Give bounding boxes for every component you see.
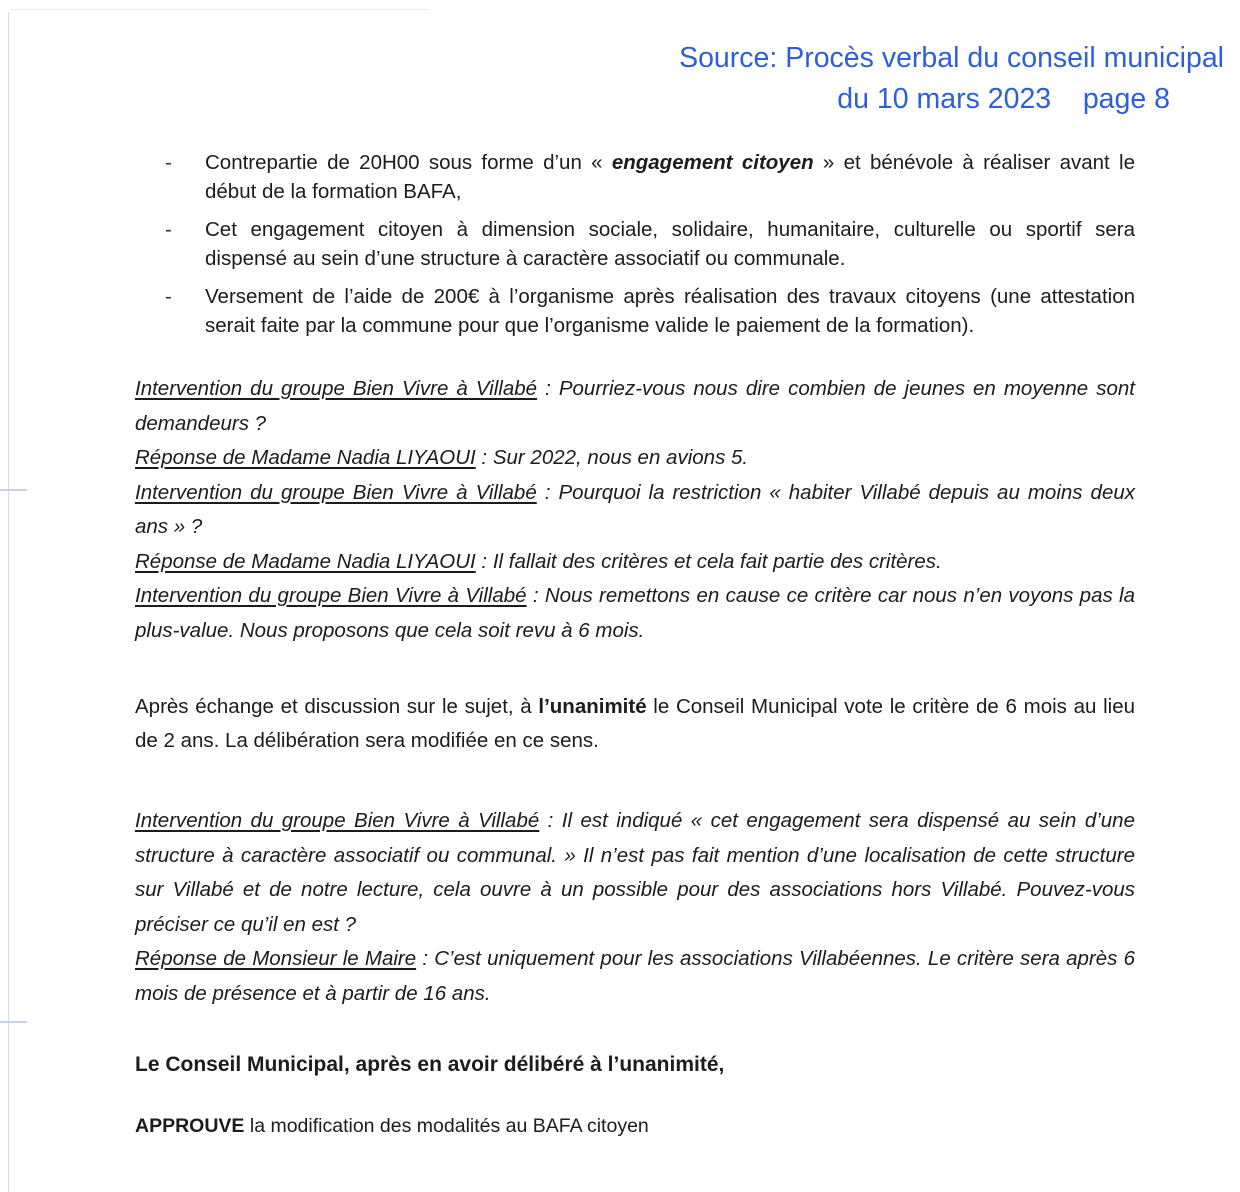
paragraph (135, 1051, 1135, 1079)
paragraph (135, 690, 1141, 758)
bullet-text (205, 215, 1141, 273)
paragraph (135, 372, 1141, 441)
text-run: : C’est uniquement pour les associations Villabéennes. Le critère sera après 6 mois de présence et à partir de 16 ans. (135, 947, 1141, 1005)
text-run: : Sur 2022, nous en avions 5. (475, 446, 749, 469)
bullet-dash: - (165, 218, 172, 241)
bullet-item (135, 215, 1141, 273)
source-header-line-2: du 10 mars 2023 page 8 (837, 83, 1170, 115)
section-approve (135, 1113, 1135, 1139)
bullet-text (205, 148, 1141, 206)
text-run: Intervention du groupe Bien Vivre à Villabé (135, 584, 527, 607)
section-bullets (135, 148, 1141, 340)
scan-artifact-blue-tick-2 (0, 1021, 27, 1023)
paragraph (135, 942, 1141, 1011)
section-qa1 (135, 372, 1141, 648)
section-qa2 (135, 804, 1141, 1011)
paragraph (135, 1113, 1135, 1139)
paragraph (135, 545, 1135, 580)
text-run: Intervention du groupe Bien Vivre à Villabé (135, 809, 540, 832)
text-run: : Pourriez-vous nous dire combien de jeunes en moyenne sont demandeurs ? (135, 377, 1141, 435)
text-run: APPROUVE (135, 1115, 245, 1137)
section-body (135, 690, 1141, 758)
bullet-item (135, 148, 1141, 206)
text-run: : Pourquoi la restriction « habiter Villabé depuis au moins deux ans » ? (135, 480, 1141, 538)
paragraph (135, 804, 1141, 942)
paragraph (135, 476, 1141, 545)
paragraph (135, 579, 1141, 648)
text-run: la modification des modalités au BAFA citoyen (244, 1115, 649, 1137)
scan-artifact-blue-tick-1 (0, 489, 27, 491)
text-run: Réponse de Monsieur le Maire (135, 947, 417, 970)
bullet-item (135, 282, 1141, 340)
text-run: : Il fallait des critères et cela fait partie des critères. (475, 549, 942, 573)
text-run: l’unanimité (538, 695, 647, 718)
text-run: : Nous remettons en cause ce critère car nous n’en voyons pas la plus-value. Nous proposons que cela soit revu à 6 mois. (135, 584, 1141, 642)
text-run: » et bénévole à réaliser avant le début de la formation BAFA, (205, 151, 1141, 203)
text-run: Après échange et discussion sur le sujet, à (135, 695, 539, 718)
paragraph (135, 441, 1135, 476)
text-run: Intervention du groupe Bien Vivre à Villabé (135, 377, 538, 400)
text-run: Versement de l’aide de 200€ à l’organisme après réalisation des travaux citoyens (une attestation serait faite par la commune pour que l’organisme valide le paiement de la formation). (205, 285, 1141, 337)
bullet-dash: - (165, 285, 172, 308)
text-run: Le Conseil Municipal, après en avoir délibéré à l’unanimité, (135, 1053, 725, 1076)
text-run: Réponse de Madame Nadia LIYAOUI (135, 549, 476, 573)
section-decision (135, 1051, 1135, 1079)
scan-artifact-top-edge (10, 9, 430, 10)
source-header (0, 0, 1240, 120)
text-run: Cet engagement citoyen à dimension sociale, solidaire, humanitaire, culturelle ou sportif sera dispensé au sein d’une structure à caractère associatif ou communale. (205, 218, 1141, 270)
text-run: Intervention du groupe Bien Vivre à Villabé (135, 480, 537, 504)
document-body (135, 148, 1141, 1139)
source-header-line-1: Source: Procès verbal du conseil municipal (679, 42, 1224, 74)
text-run: Contrepartie de 20H00 sous forme d’un « (205, 151, 612, 174)
scan-artifact-left-edge (8, 12, 9, 1192)
bullet-dash: - (165, 151, 172, 174)
bullet-text (205, 282, 1141, 340)
text-run: le Conseil Municipal vote le critère de 6 mois au lieu de 2 ans. La délibération sera modifiée en ce sens. (135, 695, 1141, 752)
text-run: : Il est indiqué « cet engagement sera dispensé au sein d’une structure à caractère associatif ou communal. » Il n’est pas fait mention d’une localisation de cette structure sur Villabé et de notre lecture, cela ouvre à un possible pour des associations hors Villabé. Pouvez-vous préciser ce qu’il en est ? (135, 809, 1141, 936)
text-run: Réponse de Madame Nadia LIYAOUI (135, 446, 476, 469)
text-run: engagement citoyen (611, 151, 814, 174)
